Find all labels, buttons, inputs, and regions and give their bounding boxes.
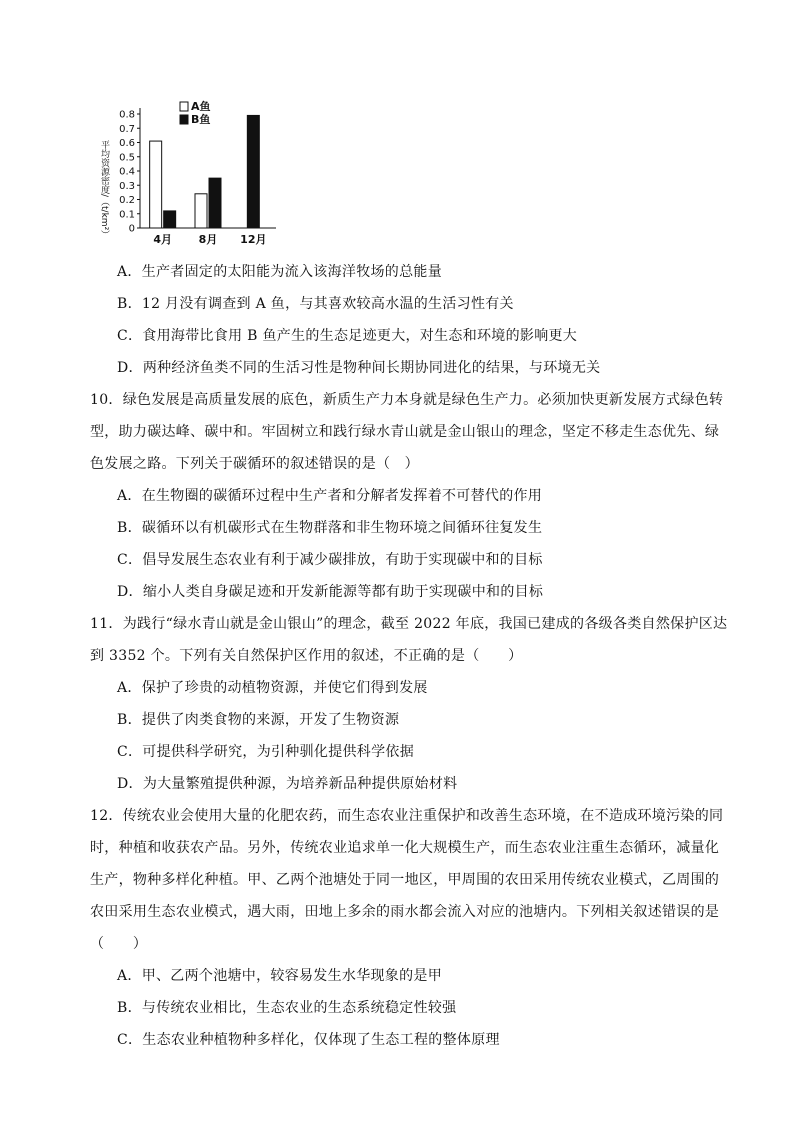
- q11-stem-line-2: 到 3352 个。下列有关自然保护区作用的叙述，不正确的是（ ）: [90, 648, 523, 664]
- legend-label: B鱼: [191, 113, 211, 126]
- y-ticks: [119, 110, 140, 235]
- q12-stem-line-4: 农田采用生态农业模式，遇大雨，田地上多余的雨水都会流入对应的池塘内。下列相关叙述错误的是: [90, 904, 720, 920]
- q9-option-b: B．12 月没有调查到 A 鱼，与其喜欢较高水温的生活习性有关: [117, 296, 514, 312]
- q9-option-d: D．两种经济鱼类不同的生活习性是物种间长期协同进化的结果，与环境无关: [117, 360, 601, 376]
- q12-stem-line-2: 时，种植和收获农产品。另外，传统农业追求单一化大规模生产，而生态农业注重生态循环，减量化: [90, 840, 720, 856]
- q9-option-a: A．生产者固定的太阳能为流入该海洋牧场的总能量: [117, 264, 443, 280]
- x-tick-label: 4月: [153, 233, 172, 246]
- q10-option-a: A．在生物圈的碳循环过程中生产者和分解者发挥着不可替代的作用: [117, 488, 543, 504]
- q11-option-a: A．保护了珍贵的动植物资源，并使它们得到发展: [117, 680, 428, 696]
- q12-stem-line-1: 12．传统农业会使用大量的化肥农药，而生态农业注重保护和改善生态环境，在不造成环境污染的同: [90, 808, 724, 824]
- q11-option-d: D．为大量繁殖提供种源，为培养新品种提供原始材料: [117, 776, 458, 792]
- y-tick-label: 0.5: [119, 152, 135, 164]
- bar-b-3: [247, 115, 259, 228]
- q10-option-d: D．缩小人类自身碳足迹和开发新能源等都有助于实现碳中和的目标: [117, 584, 544, 600]
- y-tick-label: 0.1: [119, 209, 135, 221]
- y-tick-label: 0.2: [119, 195, 135, 206]
- y-tick-label: 0.7: [119, 123, 135, 135]
- y-tick-label: 0.8: [119, 109, 135, 121]
- y-tick-label: 0.4: [119, 166, 135, 178]
- bar-a-2: [195, 194, 207, 228]
- q10-option-b: B．碳循环以有机碳形式在生物群落和非生物环境之间循环往复发生: [117, 520, 543, 536]
- y-tick-label: 0: [128, 223, 135, 235]
- y-tick-label: 0.3: [119, 180, 135, 192]
- y-axis-label: 平均资源密度/（t/km²）: [99, 140, 109, 240]
- bar-chart: [96, 100, 280, 252]
- x-ticks: [153, 233, 266, 246]
- legend-label: A鱼: [191, 100, 211, 113]
- q9-option-c: C．食用海带比食用 B 鱼产生的生态足迹更大，对生态和环境的影响更大: [117, 328, 578, 344]
- legend-swatch: [180, 115, 188, 124]
- q12-stem-line-5: （ ）: [90, 936, 148, 952]
- q10-stem-line-3: 色发展之路。下列关于碳循环的叙述错误的是（ ）: [90, 456, 419, 472]
- q12-option-c: C．生态农业种植物种多样化，仅体现了生态工程的整体原理: [117, 1032, 500, 1048]
- legend-swatch: [180, 102, 188, 111]
- x-tick-label: 8月: [198, 233, 218, 246]
- y-tick-label: 0.6: [119, 138, 135, 149]
- q11-stem-line-1: 11．为践行“绿水青山就是金山银山”的理念，截至 2022 年底，我国已建成的各级各类自然保护区达: [90, 616, 728, 632]
- x-tick-label: 12月: [240, 233, 267, 246]
- q12-option-b: B．与传统农业相比，生态农业的生态系统稳定性较强: [117, 1000, 457, 1016]
- q12-stem-line-3: 生产，物种多样化种植。甲、乙两个池塘处于同一地区，甲周围的农田采用传统农业模式，乙周围的: [90, 872, 720, 888]
- q10-stem-line-2: 型，助力碳达峰、碳中和。牢固树立和践行绿水青山就是金山银山的理念，坚定不移走生态优先、绿: [90, 424, 720, 440]
- q10-option-c: C．倡导发展生态农业有利于减少碳排放，有助于实现碳中和的目标: [117, 552, 543, 568]
- legend: [180, 100, 211, 126]
- bar-b-2: [209, 178, 221, 228]
- bar-a-1: [150, 141, 162, 228]
- q10-stem-line-1: 10．绿色发展是高质量发展的底色，新质生产力本身就是绿色生产力。必须加快更新发展方式绿色转: [90, 392, 724, 408]
- q11-option-b: B．提供了肉类食物的来源，开发了生物资源: [117, 712, 400, 728]
- bar-b-1: [164, 211, 176, 228]
- q11-option-c: C．可提供科学研究，为引种驯化提供科学依据: [117, 744, 415, 760]
- q12-option-a: A．甲、乙两个池塘中，较容易发生水华现象的是甲: [117, 968, 443, 984]
- bars: [150, 115, 260, 228]
